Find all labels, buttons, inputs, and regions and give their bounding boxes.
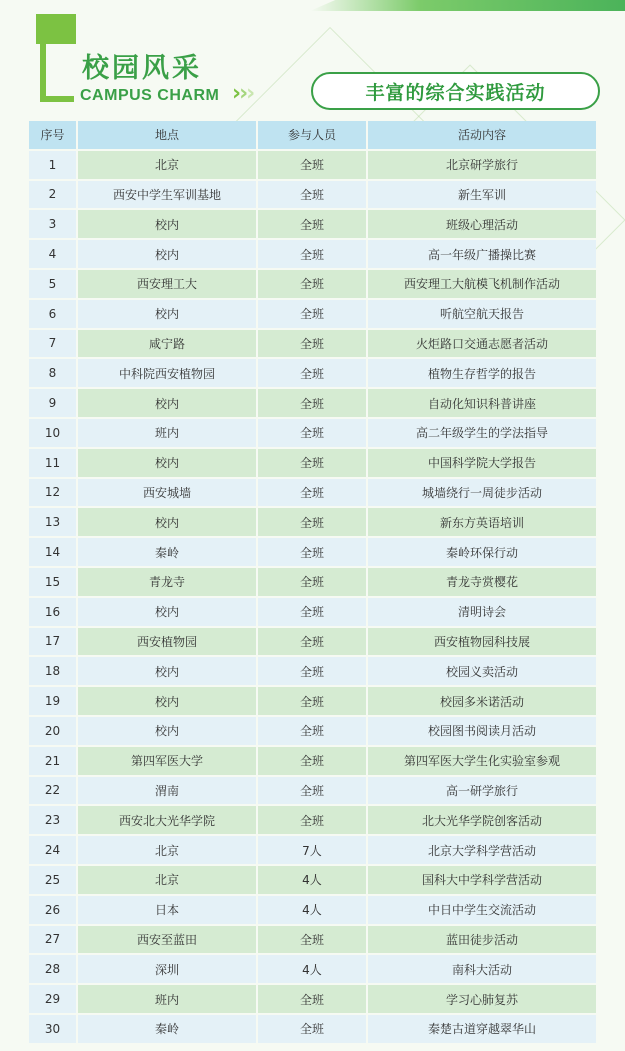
row-participants: 全班 (258, 687, 368, 717)
row-location: 校内 (78, 449, 258, 479)
row-participants: 全班 (258, 210, 368, 240)
row-participants: 全班 (258, 806, 368, 836)
row-participants: 全班 (258, 777, 368, 807)
row-participants: 全班 (258, 508, 368, 538)
row-location: 校内 (78, 300, 258, 330)
table-row (29, 419, 596, 449)
top-decor-stripe (310, 0, 625, 11)
row-participants: 全班 (258, 717, 368, 747)
row-number: 16 (29, 598, 78, 628)
row-location: 校内 (78, 389, 258, 419)
row-location: 西安至蓝田 (78, 926, 258, 956)
row-location: 中科院西安植物园 (78, 359, 258, 389)
row-number: 14 (29, 538, 78, 568)
row-participants: 全班 (258, 359, 368, 389)
row-participants: 全班 (258, 598, 368, 628)
row-number: 24 (29, 836, 78, 866)
row-activity: 火炬路口交通志愿者活动 (368, 330, 596, 360)
row-participants: 全班 (258, 449, 368, 479)
column-header: 参与人员 (258, 121, 368, 151)
row-activity: 第四军医大学生化实验室参观 (368, 747, 596, 777)
row-activity: 自动化知识科普讲座 (368, 389, 596, 419)
logo-bracket (40, 96, 74, 102)
row-activity: 高二年级学生的学法指导 (368, 419, 596, 449)
row-location: 青龙寺 (78, 568, 258, 598)
table-row (29, 449, 596, 479)
row-location: 北京 (78, 151, 258, 181)
row-participants: 全班 (258, 926, 368, 956)
row-number: 15 (29, 568, 78, 598)
row-number: 23 (29, 806, 78, 836)
table-row (29, 330, 596, 360)
table-row (29, 359, 596, 389)
row-activity: 高一研学旅行 (368, 777, 596, 807)
row-location: 西安城墙 (78, 479, 258, 509)
table-row (29, 1015, 596, 1045)
row-activity: 班级心理活动 (368, 210, 596, 240)
table-row (29, 628, 596, 658)
row-participants: 全班 (258, 181, 368, 211)
table-row (29, 687, 596, 717)
row-activity: 国科大中学科学营活动 (368, 866, 596, 896)
row-activity: 新东方英语培训 (368, 508, 596, 538)
row-number: 30 (29, 1015, 78, 1045)
row-participants: 全班 (258, 389, 368, 419)
row-location: 西安植物园 (78, 628, 258, 658)
table-row (29, 210, 596, 240)
table-body (29, 151, 596, 1045)
row-number: 1 (29, 151, 78, 181)
row-number: 8 (29, 359, 78, 389)
row-activity: 西安植物园科技展 (368, 628, 596, 658)
row-location: 校内 (78, 687, 258, 717)
table-row (29, 926, 596, 956)
row-number: 9 (29, 389, 78, 419)
column-header: 地点 (78, 121, 258, 151)
row-participants: 4人 (258, 866, 368, 896)
row-activity: 植物生存哲学的报告 (368, 359, 596, 389)
row-location: 校内 (78, 508, 258, 538)
row-location: 北京 (78, 866, 258, 896)
row-number: 26 (29, 896, 78, 926)
row-location: 校内 (78, 657, 258, 687)
row-participants: 全班 (258, 479, 368, 509)
row-activity: 秦楚古道穿越翠华山 (368, 1015, 596, 1045)
row-location: 校内 (78, 717, 258, 747)
table-row (29, 479, 596, 509)
row-activity: 青龙寺赏樱花 (368, 568, 596, 598)
row-participants: 全班 (258, 747, 368, 777)
row-number: 12 (29, 479, 78, 509)
row-participants: 全班 (258, 985, 368, 1015)
table-row (29, 181, 596, 211)
row-activity: 学习心肺复苏 (368, 985, 596, 1015)
row-participants: 全班 (258, 568, 368, 598)
row-participants: 全班 (258, 240, 368, 270)
table-row (29, 836, 596, 866)
row-location: 校内 (78, 240, 258, 270)
row-number: 6 (29, 300, 78, 330)
table-row (29, 657, 596, 687)
row-location: 咸宁路 (78, 330, 258, 360)
row-number: 21 (29, 747, 78, 777)
row-location: 秦岭 (78, 538, 258, 568)
row-number: 20 (29, 717, 78, 747)
table-row (29, 389, 596, 419)
row-participants: 7人 (258, 836, 368, 866)
row-activity: 校园多米诺活动 (368, 687, 596, 717)
column-header: 活动内容 (368, 121, 596, 151)
row-activity: 高一年级广播操比赛 (368, 240, 596, 270)
row-participants: 全班 (258, 330, 368, 360)
section-subtitle: CAMPUS CHARM (80, 87, 220, 104)
table-row (29, 777, 596, 807)
row-location: 班内 (78, 419, 258, 449)
row-number: 28 (29, 955, 78, 985)
logo-bracket (40, 44, 46, 102)
row-location: 西安理工大 (78, 270, 258, 300)
row-participants: 全班 (258, 657, 368, 687)
row-location: 渭南 (78, 777, 258, 807)
row-participants: 全班 (258, 419, 368, 449)
topic-banner-text: 丰富的综合实践活动 (365, 81, 546, 104)
row-number: 27 (29, 926, 78, 956)
table-row (29, 151, 596, 181)
row-location: 秦岭 (78, 1015, 258, 1045)
row-number: 7 (29, 330, 78, 360)
table-row (29, 300, 596, 330)
row-participants: 全班 (258, 538, 368, 568)
row-location: 班内 (78, 985, 258, 1015)
row-location: 第四军医大学 (78, 747, 258, 777)
row-number: 25 (29, 866, 78, 896)
row-activity: 清明诗会 (368, 598, 596, 628)
row-number: 11 (29, 449, 78, 479)
row-location: 西安中学生军训基地 (78, 181, 258, 211)
table-row (29, 747, 596, 777)
row-participants: 全班 (258, 151, 368, 181)
table-row (29, 985, 596, 1015)
row-activity: 北京研学旅行 (368, 151, 596, 181)
row-activity: 南科大活动 (368, 955, 596, 985)
row-number: 3 (29, 210, 78, 240)
row-activity: 校园义卖活动 (368, 657, 596, 687)
table-row (29, 806, 596, 836)
row-activity: 中国科学院大学报告 (368, 449, 596, 479)
row-location: 日本 (78, 896, 258, 926)
topic-banner (311, 72, 600, 110)
column-header: 序号 (29, 121, 78, 151)
row-number: 22 (29, 777, 78, 807)
row-activity: 听航空航天报告 (368, 300, 596, 330)
row-location: 深圳 (78, 955, 258, 985)
row-activity: 北大光华学院创客活动 (368, 806, 596, 836)
table-row (29, 568, 596, 598)
row-number: 2 (29, 181, 78, 211)
row-number: 29 (29, 985, 78, 1015)
row-activity: 北京大学科学营活动 (368, 836, 596, 866)
row-participants: 全班 (258, 1015, 368, 1045)
row-activity: 中日中学生交流活动 (368, 896, 596, 926)
row-participants: 全班 (258, 300, 368, 330)
row-number: 18 (29, 657, 78, 687)
row-participants: 全班 (258, 628, 368, 658)
row-number: 17 (29, 628, 78, 658)
row-activity: 新生军训 (368, 181, 596, 211)
table-row (29, 240, 596, 270)
table-row (29, 538, 596, 568)
chevron-right-icon: ››› (232, 81, 254, 106)
logo-square (36, 14, 76, 44)
row-activity: 校园图书阅读月活动 (368, 717, 596, 747)
row-activity: 城墙绕行一周徒步活动 (368, 479, 596, 509)
row-number: 4 (29, 240, 78, 270)
table-row (29, 717, 596, 747)
row-number: 5 (29, 270, 78, 300)
row-number: 19 (29, 687, 78, 717)
row-participants: 全班 (258, 270, 368, 300)
row-activity: 蓝田徒步活动 (368, 926, 596, 956)
row-number: 13 (29, 508, 78, 538)
row-activity: 西安理工大航模飞机制作活动 (368, 270, 596, 300)
table-row (29, 508, 596, 538)
table-row (29, 866, 596, 896)
row-location: 北京 (78, 836, 258, 866)
row-activity: 秦岭环保行动 (368, 538, 596, 568)
table-row (29, 598, 596, 628)
row-location: 校内 (78, 210, 258, 240)
section-title: 校园风采 (82, 53, 202, 84)
table-row (29, 955, 596, 985)
activity-table (29, 121, 596, 1045)
row-participants: 4人 (258, 896, 368, 926)
table-header-row (29, 121, 596, 151)
row-participants: 4人 (258, 955, 368, 985)
row-location: 校内 (78, 598, 258, 628)
row-number: 10 (29, 419, 78, 449)
table-row (29, 896, 596, 926)
table-row (29, 270, 596, 300)
row-location: 西安北大光华学院 (78, 806, 258, 836)
